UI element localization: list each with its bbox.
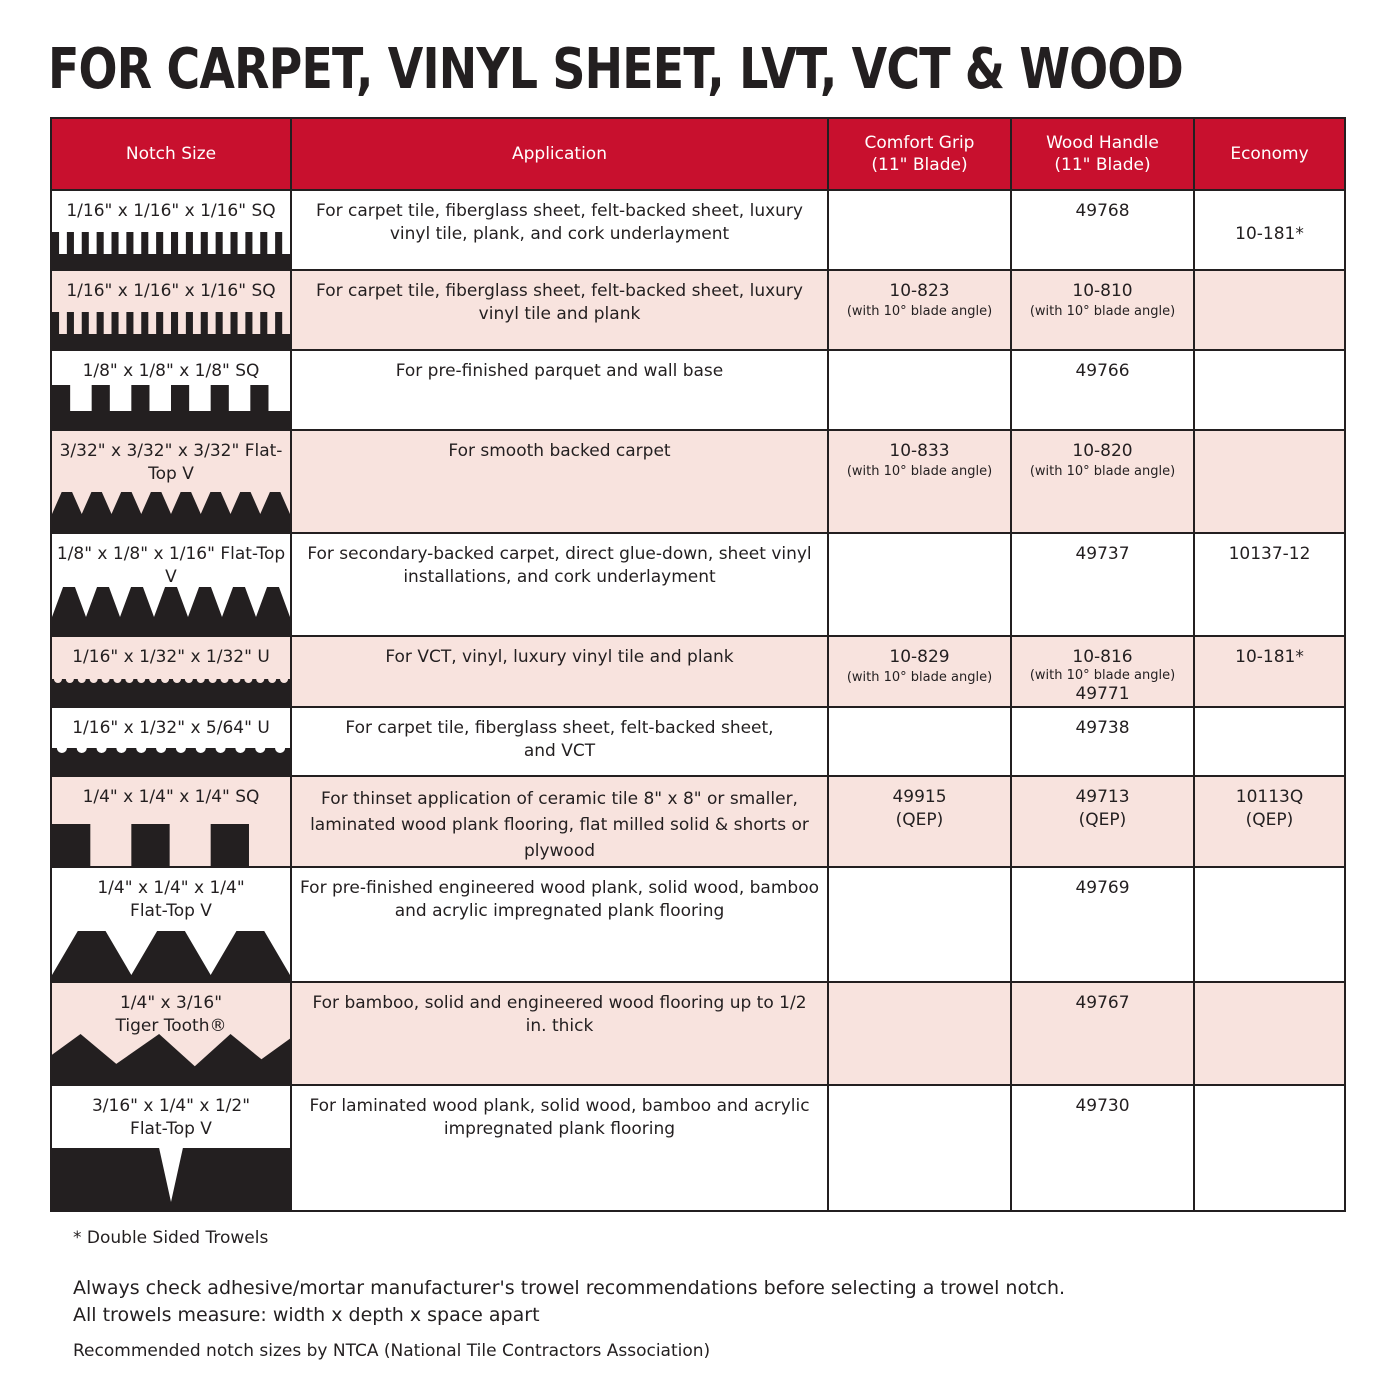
product-code: 49737 (1075, 544, 1130, 564)
notch-size-label: 1/16" x 1/16" x 1/16" SQ (66, 201, 276, 221)
notch-size-cell (51, 636, 291, 707)
application-cell: For smooth backed carpet (291, 430, 828, 533)
trowel-table (50, 117, 1346, 1212)
product-code: 10-181* (1235, 647, 1304, 667)
notch-size-label: 1/4" x 1/4" x 1/4" Flat-Top V (97, 878, 245, 921)
application-cell: For laminated wood plank, solid wood, bamboo and acrylic impregnated plank flooring (291, 1085, 828, 1211)
comfort-grip-cell (828, 1085, 1011, 1211)
square-notch-small-icon (52, 232, 290, 269)
comfort-grip-cell (828, 430, 1011, 533)
notch-size-label: 1/4" x 3/16" Tiger Tooth® (115, 993, 227, 1036)
table-row (51, 707, 1345, 776)
notch-size-label: 1/16" x 1/32" x 5/64" U (72, 718, 270, 738)
tiger-tooth-icon (52, 1034, 290, 1084)
wood-handle-cell (1011, 707, 1194, 776)
wood-handle-cell (1011, 982, 1194, 1085)
comfort-grip-cell (828, 867, 1011, 982)
page-title: FOR CARPET, VINYL SHEET, LVT, VCT & WOOD (48, 37, 1183, 102)
flat-top-v-small-icon (52, 492, 290, 532)
notch-size-cell (51, 776, 291, 867)
product-code: 10-833 (889, 441, 950, 461)
notch-size-label: 1/4" x 1/4" x 1/4" SQ (82, 787, 260, 807)
measure-text: All trowels measure: width x depth x space apart (73, 1304, 540, 1326)
square-notch-small-icon (52, 312, 290, 349)
notch-size-label: 1/16" x 1/32" x 1/32" U (72, 647, 270, 667)
application-cell: For carpet tile, fiberglass sheet, felt-backed sheet, and VCT (291, 707, 828, 776)
blade-angle-note: (with 10° blade angle) (846, 464, 993, 479)
notch-size-label: 1/8" x 1/8" x 1/16" Flat-Top V (56, 544, 286, 587)
u-notch-small-icon (52, 679, 290, 706)
wood-handle-cell (1011, 533, 1194, 636)
application-cell: For pre-finished parquet and wall base (291, 350, 828, 430)
product-code: 49766 (1075, 361, 1130, 381)
table-row (51, 350, 1345, 430)
comfort-grip-cell (828, 982, 1011, 1085)
economy-cell (1194, 1085, 1345, 1211)
table-body (51, 190, 1345, 1211)
product-code: (QEP) (1078, 810, 1127, 830)
blade-angle-note: (with 10° blade angle) (1029, 668, 1176, 683)
table-row (51, 867, 1345, 982)
header-comfort-grip: Comfort Grip (11" Blade) (828, 118, 1011, 190)
economy-cell (1194, 430, 1345, 533)
application-cell: For carpet tile, fiberglass sheet, felt-backed sheet, luxury vinyl tile and plank (291, 270, 828, 350)
wood-handle-cell (1011, 270, 1194, 350)
notch-size-cell (51, 270, 291, 350)
product-code: 10-829 (889, 647, 950, 667)
flat-top-v-wide-icon (52, 1138, 290, 1210)
application-cell: For bamboo, solid and engineered wood flooring up to 1/2 in. thick (291, 982, 828, 1085)
notch-size-cell (51, 707, 291, 776)
product-code: 49915 (892, 787, 947, 807)
table-row (51, 190, 1345, 270)
notch-size-cell (51, 1085, 291, 1211)
square-notch-large-icon (52, 824, 290, 866)
wood-handle-cell (1011, 350, 1194, 430)
economy-cell (1194, 982, 1345, 1085)
product-code: 10-816 (1072, 647, 1133, 667)
notch-size-cell (51, 533, 291, 636)
square-notch-medium-icon (52, 385, 290, 429)
wood-handle-cell (1011, 430, 1194, 533)
notch-size-cell (51, 350, 291, 430)
notch-size-label: 1/8" x 1/8" x 1/8" SQ (82, 361, 260, 381)
comfort-grip-cell (828, 350, 1011, 430)
product-code: 10113Q (1235, 787, 1304, 807)
product-code: 49713 (1075, 787, 1130, 807)
u-notch-spaced-icon (52, 748, 290, 775)
wood-handle-cell (1011, 776, 1194, 867)
wood-handle-cell (1011, 1085, 1194, 1211)
product-code: 10-810 (1072, 281, 1133, 301)
product-code: 49738 (1075, 718, 1130, 738)
product-code: (QEP) (895, 810, 944, 830)
notch-size-cell (51, 430, 291, 533)
product-code: 49768 (1075, 201, 1130, 221)
notch-size-label: 1/16" x 1/16" x 1/16" SQ (66, 281, 276, 301)
blade-angle-note: (with 10° blade angle) (1029, 464, 1176, 479)
application-cell: For thinset application of ceramic tile 8" x 8" or smaller, laminated wood plank flooring, flat milled solid & shorts or plywood (291, 776, 828, 867)
table-row (51, 270, 1345, 350)
table-row (51, 636, 1345, 707)
economy-cell (1194, 867, 1345, 982)
economy-cell (1194, 776, 1345, 867)
header-wood-handle: Wood Handle (11" Blade) (1011, 118, 1194, 190)
comfort-grip-cell (828, 636, 1011, 707)
product-code: 49769 (1075, 878, 1130, 898)
header-notch-size: Notch Size (51, 118, 291, 190)
notch-size-label: 3/16" x 1/4" x 1/2" Flat-Top V (91, 1096, 251, 1139)
economy-cell (1194, 636, 1345, 707)
product-code: 49730 (1075, 1096, 1130, 1116)
table-row (51, 533, 1345, 636)
product-code: 10-823 (889, 281, 950, 301)
economy-cell (1194, 707, 1345, 776)
product-code: 10-820 (1072, 441, 1133, 461)
blade-angle-note: (with 10° blade angle) (846, 670, 993, 685)
economy-cell (1194, 190, 1345, 270)
product-code: 49767 (1075, 993, 1130, 1013)
header-economy: Economy (1194, 118, 1345, 190)
wood-handle-cell (1011, 190, 1194, 270)
notch-size-cell (51, 190, 291, 270)
table-row (51, 982, 1345, 1085)
notch-size-cell (51, 982, 291, 1085)
table-header-row (51, 118, 1345, 190)
wood-handle-cell (1011, 636, 1194, 707)
flat-top-v-medium-icon (52, 587, 290, 635)
economy-cell (1194, 533, 1345, 636)
economy-cell (1194, 270, 1345, 350)
flat-top-v-large-icon (52, 931, 290, 981)
comfort-grip-cell (828, 533, 1011, 636)
notch-size-label: 3/32" x 3/32" x 3/32" Flat-Top V (59, 441, 283, 484)
economy-cell (1194, 350, 1345, 430)
product-code: (QEP) (1245, 810, 1294, 830)
source-text: Recommended notch sizes by NTCA (National Tile Contractors Association) (73, 1341, 711, 1361)
product-code: 10-181* (1235, 224, 1304, 244)
blade-angle-note: (with 10° blade angle) (846, 304, 993, 319)
comfort-grip-cell (828, 776, 1011, 867)
notch-size-cell (51, 867, 291, 982)
comfort-grip-cell (828, 190, 1011, 270)
application-cell: For secondary-backed carpet, direct glue-down, sheet vinyl installations, and cork underlayment (291, 533, 828, 636)
application-cell: For pre-finished engineered wood plank, solid wood, bamboo and acrylic impregnated plank flooring (291, 867, 828, 982)
table-row (51, 776, 1345, 867)
footnote: * Double Sided Trowels (73, 1228, 269, 1248)
wood-handle-cell (1011, 867, 1194, 982)
product-code: 49771 (1075, 684, 1130, 704)
table-row (51, 430, 1345, 533)
table-row (51, 1085, 1345, 1211)
advice-text: Always check adhesive/mortar manufacturer's trowel recommendations before selecting a trowel notch. (73, 1277, 1066, 1299)
header-application: Application (291, 118, 828, 190)
comfort-grip-cell (828, 270, 1011, 350)
application-cell: For VCT, vinyl, luxury vinyl tile and plank (291, 636, 828, 707)
comfort-grip-cell (828, 707, 1011, 776)
blade-angle-note: (with 10° blade angle) (1029, 304, 1176, 319)
product-code: 10137-12 (1228, 544, 1311, 564)
application-cell: For carpet tile, fiberglass sheet, felt-backed sheet, luxury vinyl tile, plank, and cork underlayment (291, 190, 828, 270)
